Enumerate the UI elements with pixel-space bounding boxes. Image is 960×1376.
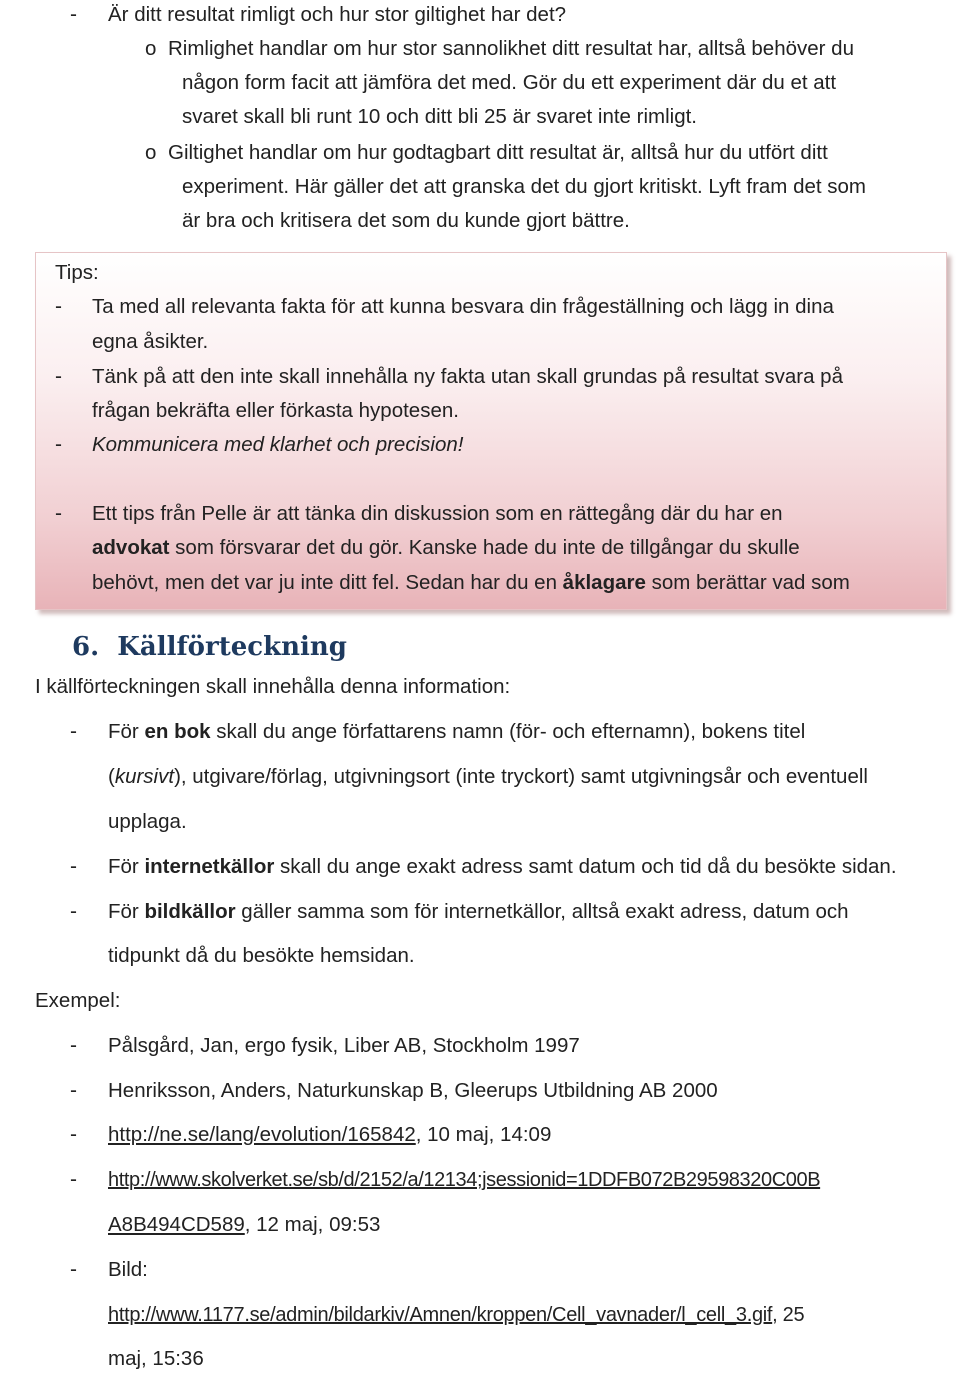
book-line-2-pre: ( bbox=[108, 765, 115, 788]
example-4-line-1 bbox=[108, 1163, 820, 1197]
example-3-rest: , 10 maj, 14:09 bbox=[415, 1123, 552, 1146]
img-line-2: tidpunkt då du besökte hemsidan. bbox=[108, 944, 415, 967]
sub-bullet-marker: o bbox=[145, 37, 157, 60]
img-line-1 bbox=[108, 895, 849, 929]
list-bullet: - bbox=[70, 1168, 77, 1191]
img-pre: För bbox=[108, 900, 145, 923]
example-2: Henriksson, Anders, Naturkunskap B, Gleerups Utbildning AB 2000 bbox=[108, 1079, 718, 1102]
tips-item-3: Kommunicera med klarhet och precision! bbox=[92, 433, 464, 456]
rimlighet-line-3: svaret skall bli runt 10 och ditt bli 25 är svaret inte rimligt. bbox=[182, 105, 697, 128]
tips-item-4-line-3 bbox=[92, 566, 850, 600]
tips-item-4-line-2 bbox=[92, 531, 800, 565]
book-line-2 bbox=[108, 760, 868, 794]
section-intro: I källförteckningen skall innehålla denna information: bbox=[35, 675, 511, 698]
example-4-rest: , 12 maj, 09:53 bbox=[244, 1213, 381, 1236]
book-pre: För bbox=[108, 720, 145, 743]
web-line bbox=[108, 850, 897, 884]
list-bullet: - bbox=[55, 502, 62, 525]
web-term: internetkällor bbox=[144, 855, 275, 878]
list-bullet: - bbox=[70, 3, 77, 26]
tips-item-1-line-1: Ta med all relevanta fakta för att kunna besvara din frågeställning och lägg in dina bbox=[92, 295, 834, 318]
tips-title: Tips: bbox=[55, 261, 99, 284]
giltighet-line-1: Giltighet handlar om hur godtagbart ditt resultat är, alltså hur du utfört ditt bbox=[168, 141, 828, 164]
example-5-link[interactable]: http://www.1177.se/admin/bildarkiv/Amnen/kroppen/Cell_vavnader/l_cell_3.gif bbox=[108, 1304, 773, 1326]
img-post: gäller samma som för internetkällor, alltså exakt adress, datum och bbox=[235, 900, 849, 923]
tips-item-4-line-1: Ett tips från Pelle är att tänka din diskussion som en rättegång där du har en bbox=[92, 502, 783, 525]
example-5-label: Bild: bbox=[108, 1258, 148, 1281]
example-5-rest: , 25 bbox=[772, 1304, 805, 1326]
example-3-link[interactable]: http://ne.se/lang/evolution/165842 bbox=[108, 1123, 416, 1146]
example-5-line-3: maj, 15:36 bbox=[108, 1347, 204, 1370]
list-bullet: - bbox=[70, 1034, 77, 1057]
list-bullet: - bbox=[55, 365, 62, 388]
sub-bullet-marker: o bbox=[145, 141, 157, 164]
example-4-line-2 bbox=[108, 1208, 380, 1242]
list-bullet: - bbox=[70, 900, 77, 923]
example-1: Pålsgård, Jan, ergo fysik, Liber AB, Stockholm 1997 bbox=[108, 1034, 580, 1057]
advokat-term: advokat bbox=[92, 536, 170, 559]
rimlighet-line-1: Rimlighet handlar om hur stor sannolikhet ditt resultat har, alltså behöver du bbox=[168, 37, 854, 60]
tips-item-4-line-3-post: som berättar vad som bbox=[645, 571, 850, 594]
list-bullet: - bbox=[70, 720, 77, 743]
example-label: Exempel: bbox=[35, 989, 121, 1012]
section-title: Källförteckning bbox=[117, 632, 347, 662]
img-term: bildkällor bbox=[144, 900, 236, 923]
rimlighet-line-2: någon form facit att jämföra det med. Gör du ett experiment där du et att bbox=[182, 71, 837, 94]
giltighet-line-2: experiment. Här gäller det att granska det du gjort kritiskt. Lyft fram det som bbox=[182, 175, 866, 198]
tips-item-4-line-3-pre: behövt, men det var ju inte ditt fel. Sedan har du en bbox=[92, 571, 563, 594]
example-4-link-part-1[interactable]: http://www.skolverket.se/sb/d/2152/a/12134;jsessionid=1DDFB072B29598320C00B bbox=[108, 1169, 821, 1191]
book-line-3: upplaga. bbox=[108, 810, 187, 833]
example-5-line-2 bbox=[108, 1298, 804, 1332]
tips-item-4-line-2-text: som försvarar det du gör. Kanske hade du inte de tillgångar du skulle bbox=[169, 536, 800, 559]
example-3 bbox=[108, 1118, 551, 1152]
book-term: en bok bbox=[144, 720, 211, 743]
aklagare-term: åklagare bbox=[562, 571, 646, 594]
book-post: skall du ange författarens namn (för- och efternamn), bokens titel bbox=[210, 720, 806, 743]
book-line-1 bbox=[108, 715, 805, 749]
example-4-link-part-2[interactable]: A8B494CD589 bbox=[108, 1213, 245, 1236]
tips-item-2-line-2: frågan bekräfta eller förkasta hypotesen. bbox=[92, 399, 459, 422]
tips-item-1-line-2: egna åsikter. bbox=[92, 330, 209, 353]
list-bullet: - bbox=[70, 1079, 77, 1102]
giltighet-line-3: är bra och kritisera det som du kunde gjort bättre. bbox=[182, 209, 630, 232]
list-bullet: - bbox=[70, 1123, 77, 1146]
section-heading bbox=[72, 632, 347, 662]
kursivt-term: kursivt bbox=[114, 765, 175, 788]
web-pre: För bbox=[108, 855, 145, 878]
list-bullet: - bbox=[70, 855, 77, 878]
web-post: skall du ange exakt adress samt datum och tid då du besökte sidan. bbox=[274, 855, 897, 878]
question-text: Är ditt resultat rimligt och hur stor giltighet har det? bbox=[108, 3, 567, 26]
section-number: 6. bbox=[72, 632, 100, 662]
book-line-2-post: ), utgivare/förlag, utgivningsort (inte tryckort) samt utgivningsår och eventuell bbox=[174, 765, 868, 788]
list-bullet: - bbox=[70, 1258, 77, 1281]
list-bullet: - bbox=[55, 295, 62, 318]
list-bullet: - bbox=[55, 433, 62, 456]
tips-item-2-line-1: Tänk på att den inte skall innehålla ny fakta utan skall grundas på resultat svara på bbox=[92, 365, 843, 388]
